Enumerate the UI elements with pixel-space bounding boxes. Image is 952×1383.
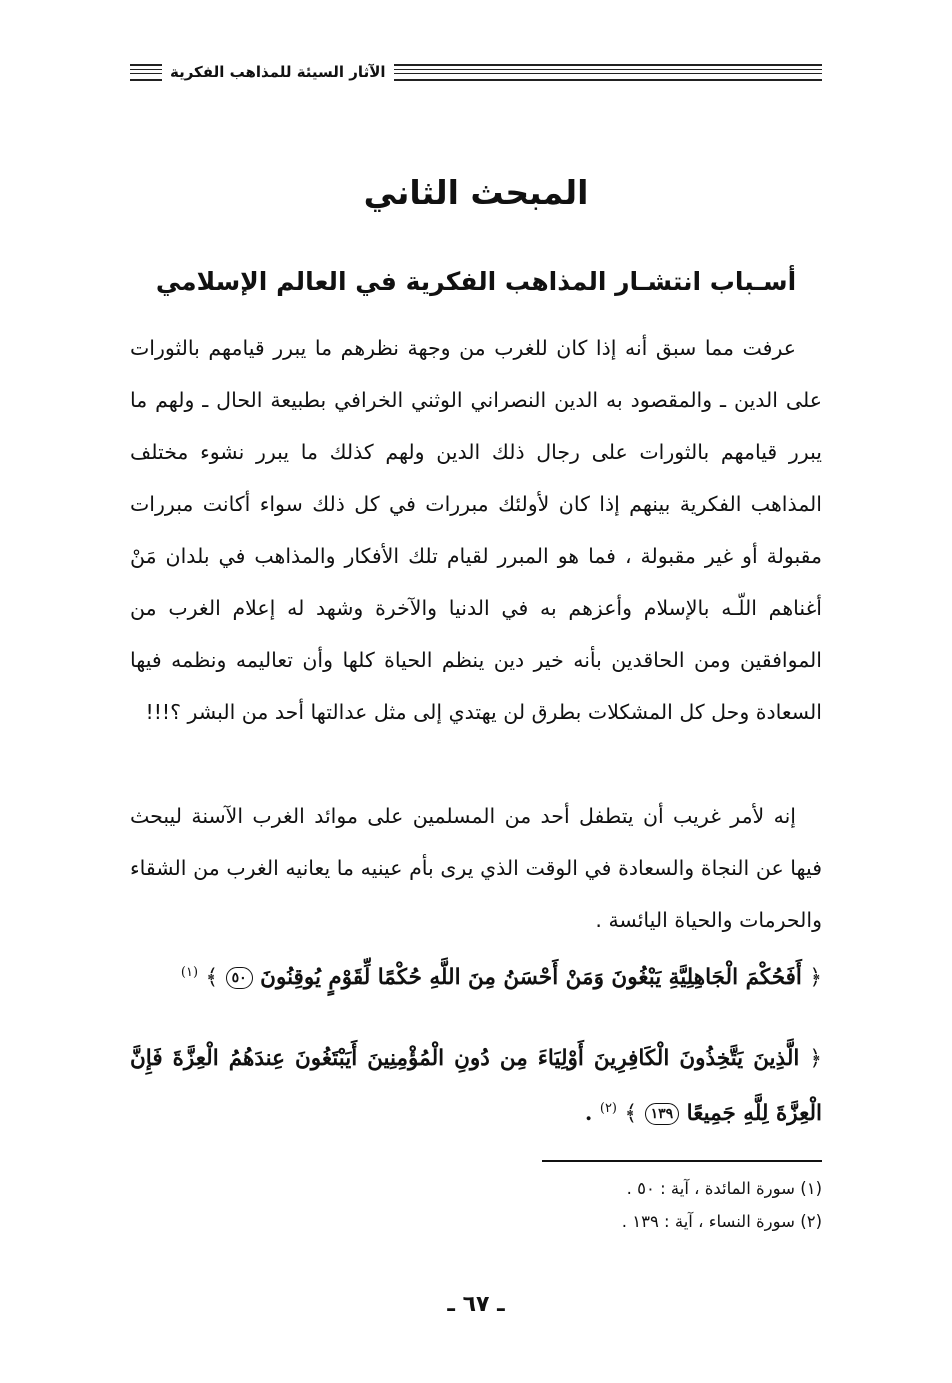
verse-open-bracket: ﴿	[809, 965, 822, 991]
running-title: الآثار السيئة للمذاهب الفكرية	[170, 63, 386, 81]
verse-text: الَّذِينَ يَتَّخِذُونَ الْكَافِرِينَ أَوْلِيَاءَ مِن دُونِ الْمُؤْمِنِينَ أَيَبْتَغُونَ عِندَهُمُ الْعِزَّةَ فَإِنَّ الْعِزَّةَ لِلَّهِ جَمِيعًا	[130, 1046, 822, 1127]
running-header	[130, 60, 822, 84]
verse-close-bracket: ﴾	[624, 1101, 638, 1127]
section-title: المبحث الثاني	[363, 173, 589, 212]
ayah-number-badge: ١٣٩	[645, 1103, 680, 1125]
verse-tail-period: .	[584, 1101, 593, 1127]
footnote-reference: (٢)	[599, 1101, 617, 1116]
ayah-number-badge: ٥٠	[226, 967, 253, 989]
header-rule-right	[394, 64, 822, 81]
section-subtitle: أسـباب انتشـار المذاهب الفكرية في العالم الإسلامي	[155, 267, 797, 296]
verse-text: أَفَحُكْمَ الْجَاهِلِيَّةِ يَبْغُونَ وَمَنْ أَحْسَنُ مِنَ اللَّهِ حُكْمًا لِّقَوْمٍ يُوقِنُونَ	[260, 965, 802, 991]
footnote-divider	[542, 1160, 822, 1162]
footnotes	[130, 1172, 822, 1238]
paragraph-1-text: عرفت مما سبق أنه إذا كان للغرب من وجهة نظرهم ما يبرر قيامهم بالثورات على الدين ـ والمقصود به الدين النصراني الوثني الخرافي بطبيعة الحال ـ ولهم ما يبرر قيامهم بالثورات على رجال ذلك الدين ولهم كذلك ما يبرر نشوء مختلف المذاهب الفكرية بينهم إذا كان لأولئك مبررات في كل ذلك سواء أكانت مبررات مقبولة أو غير مقبولة ، فما هو المبرر لقيام تلك الأفكار والمذاهب في بلدان مَنْ أغناهم اللّـه بالإسلام وأعزهم به في الدنيا والآخرة وشهد له إعلام الغرب من الموافقين ومن الحاقدين بأنه خير دين ينظم الحياة كلها وأن تعاليمه ونظمه فيها السعادة وحل كل المشكلات بطرق لن يهتدي إلى مثل عدالتها أحد من البشر ؟!!!	[130, 336, 822, 724]
verse-close-bracket: ﴾	[205, 965, 219, 991]
verse-open-bracket: ﴿	[809, 1046, 822, 1071]
quran-verse-1	[130, 948, 822, 1003]
paragraph-2	[130, 790, 822, 946]
page-number: ـ ٦٧ ـ	[447, 1292, 505, 1317]
footnote-2: (٢) سورة النساء ، آية : ١٣٩ .	[621, 1212, 822, 1231]
header-rule-left	[130, 64, 162, 81]
quran-verse-2	[130, 1034, 822, 1139]
paragraph-2-text: إنه لأمر غريب أن يتطفل أحد من المسلمين على موائد الغرب الآسنة ليبحث فيها عن النجاة والسعادة في الوقت الذي يرى بأم عينيه ما يعانيه الغرب من الشقاء والحرمات والحياة اليائسة .	[130, 804, 822, 932]
footnote-reference: (١)	[180, 965, 199, 980]
paragraph-1	[130, 322, 822, 738]
footnote-1: (١) سورة المائدة ، آية : ٥٠ .	[626, 1179, 822, 1198]
